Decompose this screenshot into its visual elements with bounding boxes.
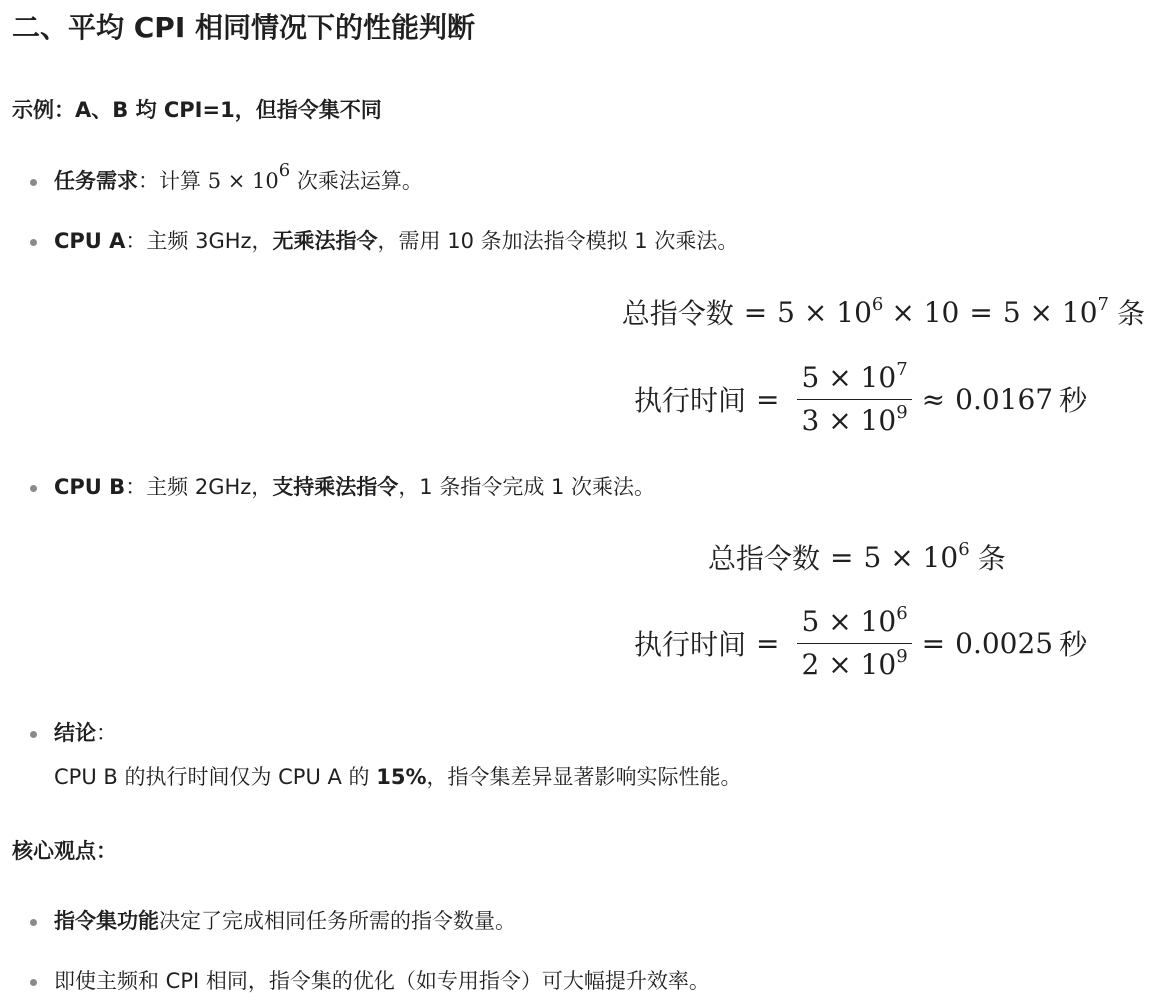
eq-denominator xyxy=(797,644,911,682)
eq-denominator xyxy=(797,400,911,438)
list-item-task xyxy=(54,160,423,196)
example-title: 示例：A、B 均 CPI=1，但指令集不同 xyxy=(12,98,382,122)
cpu-a-text2: ，需用 10 条加法指令模拟 1 次乘法。 xyxy=(377,229,739,253)
section-heading: 二、平均 CPI 相同情况下的性能判断 xyxy=(12,11,475,44)
eq-sign2: = xyxy=(969,295,993,329)
eq-lhs: 总指令数 xyxy=(621,297,734,330)
eq-lhs: 总指令数 xyxy=(708,542,821,575)
list-item-core-2 xyxy=(54,966,710,996)
task-math-exp: 6 xyxy=(278,160,291,181)
cpu-b-bold: 支持乘法指令 xyxy=(272,475,399,499)
cpu-a-text1: 主频 3GHz， xyxy=(146,229,273,253)
eq-numerator xyxy=(797,358,911,400)
label-separator: ： xyxy=(125,475,147,499)
num-exp: 7 xyxy=(896,358,908,380)
conclusion-text2: ，指令集差异显著影响实际性能。 xyxy=(426,765,742,789)
core-p1-bold: 指令集功能 xyxy=(54,909,159,933)
num-exp: 6 xyxy=(896,602,908,624)
den-exp: 9 xyxy=(896,401,908,423)
task-text-after: 次乘法运算。 xyxy=(290,169,423,193)
conclusion-label: 结论 xyxy=(54,721,96,745)
core-p1-text: 决定了完成相同任务所需的指令数量。 xyxy=(159,909,516,933)
eq-fraction xyxy=(797,602,911,682)
eq-unit: 秒 xyxy=(1059,628,1088,661)
core-p2-text: 即使主频和 CPI 相同，指令集的优化（如专用指令）可大幅提升效率。 xyxy=(54,969,710,993)
eq-sign: = xyxy=(756,626,780,660)
eq-term3 xyxy=(1002,293,1109,329)
eq-exp3: 7 xyxy=(1097,293,1109,315)
eq-sign: = xyxy=(743,295,768,329)
list-item-cpu-a xyxy=(54,226,738,256)
eq-base3: 5 × 10 xyxy=(1002,295,1098,329)
eq-term xyxy=(777,293,884,329)
task-math-base: 5 × 10 xyxy=(207,169,279,193)
den-base: 3 × 10 xyxy=(801,403,897,437)
list-item-cpu-b xyxy=(54,472,655,502)
den-exp: 9 xyxy=(896,645,908,667)
cpu-b-equation-instructions xyxy=(708,535,1006,579)
label-separator: ： xyxy=(125,229,147,253)
label-separator: ： xyxy=(96,721,117,745)
conclusion-text xyxy=(54,762,741,792)
core-title: 核心观点： xyxy=(12,839,117,863)
eq-base: 5 × 10 xyxy=(863,540,959,574)
eq-numerator xyxy=(797,602,911,644)
eq-unit: 条 xyxy=(977,542,1006,575)
eq-relation: ≈ xyxy=(921,382,946,416)
eq-exp: 6 xyxy=(958,538,970,560)
task-text-before: 计算 xyxy=(159,169,208,193)
eq-fraction xyxy=(797,358,911,438)
den-base: 2 × 10 xyxy=(801,647,897,681)
list-item-core-1 xyxy=(54,906,516,936)
cpu-b-text2: ，1 条指令完成 1 次乘法。 xyxy=(398,475,656,499)
task-label: 任务需求 xyxy=(54,169,138,193)
eq-lhs: 执行时间 xyxy=(634,384,747,417)
list-item-conclusion xyxy=(54,718,117,748)
cpu-a-label: CPU A xyxy=(54,229,126,253)
label-separator: ： xyxy=(138,169,159,193)
cpu-a-equation-instructions xyxy=(622,290,1145,334)
cpu-a-bold: 无乘法指令 xyxy=(272,229,378,253)
num-base: 5 × 10 xyxy=(801,360,897,394)
cpu-b-label: CPU B xyxy=(54,475,126,499)
eq-base: 5 × 10 xyxy=(777,295,872,329)
eq-result: 0.0025 xyxy=(955,626,1054,660)
eq-relation: = xyxy=(921,626,946,660)
eq-exp: 6 xyxy=(871,293,884,315)
task-math xyxy=(207,160,291,193)
eq-unit: 秒 xyxy=(1059,384,1088,417)
eq-sign: = xyxy=(756,382,780,416)
eq-sign: = xyxy=(830,540,854,574)
cpu-b-equation-time xyxy=(634,600,1087,686)
num-base: 5 × 10 xyxy=(801,604,897,638)
cpu-b-text1: 主频 2GHz， xyxy=(146,475,273,499)
eq-term2: × 10 xyxy=(891,295,960,329)
conclusion-text1: CPU B 的执行时间仅为 CPU A 的 xyxy=(54,765,377,789)
conclusion-bold: 15% xyxy=(376,765,427,789)
cpu-a-equation-time xyxy=(634,356,1087,442)
eq-term xyxy=(863,538,970,574)
eq-unit: 条 xyxy=(1116,297,1145,330)
eq-lhs: 执行时间 xyxy=(634,628,747,661)
eq-result: 0.0167 xyxy=(955,382,1054,416)
